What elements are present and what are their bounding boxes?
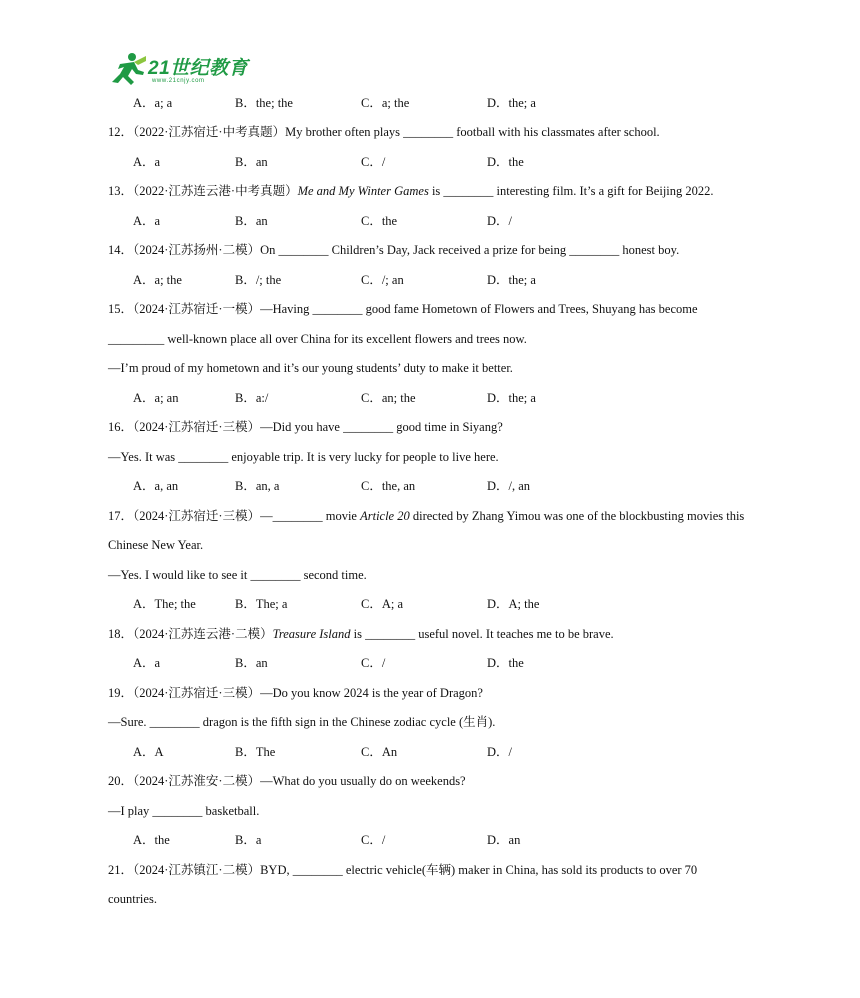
option-c: C．/; an [361, 273, 404, 287]
logo-url: www.21cnjy.com [152, 78, 205, 84]
question-text: —What do you usually do on weekends? [260, 774, 466, 788]
option-b: B．a:/ [235, 391, 269, 405]
question-text: BYD, ________ electric vehicle(车辆) maker in China, has sold its products to over 70 [260, 863, 698, 877]
option-c: C．A; a [361, 597, 404, 611]
question-number: 17． [108, 509, 134, 523]
question-source: （2022·江苏连云港·中考真题） [133, 184, 298, 198]
option-b: B．the; the [235, 96, 293, 110]
question-number: 18． [108, 627, 134, 641]
option-d: D．the [487, 155, 524, 169]
q12-stem [108, 124, 660, 140]
option-c: C．the, an [361, 479, 416, 493]
q18-stem [108, 626, 614, 642]
runner-logo-icon [108, 52, 148, 86]
option-d: D．an [487, 833, 521, 847]
site-logo [108, 52, 248, 88]
option-c: C．/ [361, 155, 386, 169]
option-b: B．a [235, 833, 262, 847]
question-number: 20． [108, 774, 134, 788]
question-text: —Having ________ good fame Hometown of Flowers and Trees, Shuyang has become [260, 302, 698, 316]
option-a: A．a; an [133, 391, 179, 405]
option-d: D．/ [487, 745, 513, 759]
option-d: D．the [487, 656, 524, 670]
option-a: A．a [133, 656, 161, 670]
q17-stem [108, 508, 744, 524]
q16-line2: —Yes. It was ________ enjoyable trip. It is very lucky for people to live here. [108, 450, 499, 464]
option-a: A．a; the [133, 273, 182, 287]
q15-line3: —I’m proud of my hometown and it’s our young students’ duty to make it better. [108, 361, 513, 375]
option-d: D．the; a [487, 273, 536, 287]
option-a: A．A [133, 745, 164, 759]
option-d: D．/, an [487, 479, 531, 493]
question-number: 16． [108, 420, 134, 434]
option-b: B．The; a [235, 597, 288, 611]
question-text: is ________ interesting film. It’s a gift for Beijing 2022. [428, 184, 714, 198]
question-source: （2024·江苏扬州·二模） [133, 243, 261, 257]
question-source: （2024·江苏连云港·二模） [133, 627, 273, 641]
q21-line2: countries. [108, 892, 157, 906]
question-text: is ________ useful novel. It teaches me to be brave. [350, 627, 614, 641]
question-number: 13． [108, 184, 134, 198]
q17-line3: —Yes. I would like to see it ________ second time. [108, 568, 367, 582]
option-b: B．The [235, 745, 276, 759]
question-source: （2024·江苏宿迁·三模） [133, 420, 261, 434]
question-number: 15． [108, 302, 134, 316]
option-a: A．a [133, 155, 161, 169]
option-a: A．The; the [133, 597, 196, 611]
option-b: B．an [235, 656, 268, 670]
question-text: —Do you know 2024 is the year of Dragon? [260, 686, 483, 700]
option-d: D．the; a [487, 96, 536, 110]
question-text-cont: directed by Zhang Yimou was one of the blockbusting movies this [409, 509, 745, 523]
q15-stem [108, 301, 698, 317]
q13-stem [108, 183, 714, 199]
question-text: —Did you have ________ good time in Siyang? [260, 420, 503, 434]
question-text: On ________ Children’s Day, Jack received a prize for being ________ honest boy. [260, 243, 680, 257]
q14-stem [108, 242, 679, 258]
film-title: Me and My Winter Games [297, 184, 429, 198]
question-number: 19． [108, 686, 134, 700]
option-a: A．a; a [133, 96, 173, 110]
option-d: D．the; a [487, 391, 536, 405]
q20-stem [108, 773, 466, 789]
option-a: A．a [133, 214, 161, 228]
q17-line2: Chinese New Year. [108, 538, 204, 552]
q21-stem [108, 862, 697, 878]
question-source: （2022·江苏宿迁·中考真题） [133, 125, 286, 139]
option-d: D．A; the [487, 597, 540, 611]
option-c: C．/ [361, 833, 386, 847]
option-d: D．/ [487, 214, 513, 228]
q16-stem [108, 419, 503, 435]
question-number: 14． [108, 243, 134, 257]
question-text: —________ movie [260, 509, 361, 523]
option-b: B．an [235, 155, 268, 169]
question-source: （2024·江苏淮安·二模） [133, 774, 261, 788]
film-title: Article 20 [360, 509, 410, 523]
q19-line2: —Sure. ________ dragon is the fifth sign in the Chinese zodiac cycle (生肖). [108, 715, 496, 729]
q19-stem [108, 685, 483, 701]
q20-line2: —I play ________ basketball. [108, 804, 260, 818]
question-source: （2024·江苏宿迁·一模） [133, 302, 261, 316]
option-a: A．a, an [133, 479, 179, 493]
option-c: C．An [361, 745, 398, 759]
option-c: C．/ [361, 656, 386, 670]
option-b: B．an, a [235, 479, 280, 493]
question-source: （2024·江苏宿迁·三模） [133, 509, 261, 523]
question-number: 12． [108, 125, 134, 139]
book-title: Treasure Island [272, 627, 351, 641]
question-text: My brother often plays ________ football with his classmates after school. [285, 125, 660, 139]
option-c: C．the [361, 214, 398, 228]
question-source: （2024·江苏宿迁·三模） [133, 686, 261, 700]
option-c: C．a; the [361, 96, 410, 110]
logo-text: 21世纪教育 [148, 58, 249, 79]
question-number: 21． [108, 863, 134, 877]
option-b: B．/; the [235, 273, 282, 287]
q15-line2: _________ well-known place all over China for its excellent flowers and trees now. [108, 332, 527, 346]
question-source: （2024·江苏镇江·二模） [133, 863, 261, 877]
option-c: C．an; the [361, 391, 416, 405]
option-a: A．the [133, 833, 170, 847]
option-b: B．an [235, 214, 268, 228]
